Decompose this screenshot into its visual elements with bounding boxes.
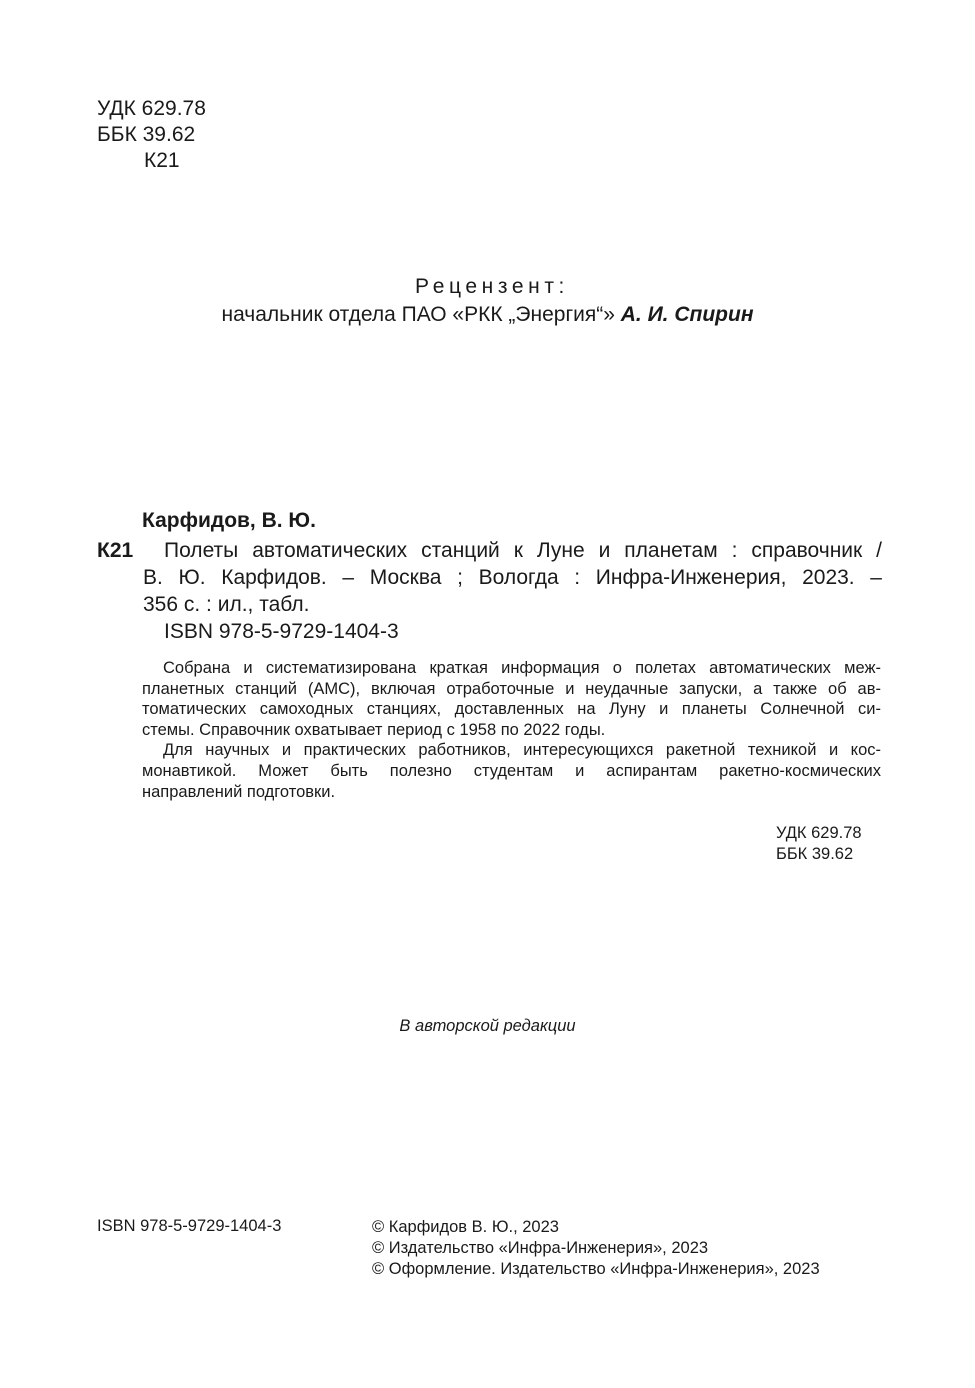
reviewer-block: [0, 273, 975, 329]
udk-code-bottom: УДК 629.78: [776, 824, 862, 842]
reviewer-name: А. И. Спирин: [620, 303, 754, 326]
edition-note: В авторской редакции: [399, 1017, 576, 1035]
bibliographic-record: [97, 537, 882, 645]
classification-codes-bottom: [776, 823, 862, 865]
bibliography-extent-line: 356 с. : ил., табл.: [143, 593, 310, 616]
udk-code: УДК 629.78: [97, 97, 206, 120]
annotation: [142, 658, 881, 802]
annotation-line: Для научных и практических работников, интересующихся ракетной техникой и кос-: [163, 741, 881, 760]
author-cipher: К21: [144, 149, 180, 172]
copyright-line: © Издательство «Инфра-Инженерия», 2023: [372, 1239, 709, 1257]
classification-codes-top: [97, 96, 206, 174]
reviewer-line: [0, 301, 975, 329]
reviewer-position: начальник отдела ПАО «РКК „Энергия“»: [221, 303, 615, 326]
bibliography-isbn: ISBN 978-5-9729-1404-3: [164, 620, 399, 643]
annotation-line: планетных станций (АМС), включая отработочные и неудачные запуски, а также об ав-: [142, 679, 881, 698]
bibliography-author: Карфидов, В. Ю.: [142, 509, 316, 532]
annotation-line: Собрана и систематизирована краткая информация о полетах автоматических меж-: [163, 659, 881, 677]
bibliography-imprint-line: В. Ю. Карфидов. – Москва ; Вологда : Инфра-Инженерия, 2023. –: [143, 566, 882, 589]
copyright-block: [372, 1217, 820, 1280]
annotation-line: томатических самоходных станциях, доставленных на Луну и планеты Солнечной си-: [142, 700, 881, 719]
bibliography-title-line: Полеты автоматических станций к Луне и планетам : справочник /: [164, 539, 882, 562]
annotation-line: направлений подготовки.: [142, 782, 336, 801]
reviewer-label: Рецензент:: [415, 275, 569, 298]
isbn-footer: ISBN 978-5-9729-1404-3: [97, 1217, 282, 1235]
copyright-line: © Оформление. Издательство «Инфра-Инженерия», 2023: [372, 1260, 820, 1278]
bbk-code: ББК 39.62: [97, 123, 196, 146]
bibliography-cipher: К21: [97, 539, 134, 562]
bbk-code-bottom: ББК 39.62: [776, 845, 854, 863]
annotation-line: стемы. Справочник охватывает период с 1958 по 2022 годы.: [142, 720, 606, 739]
annotation-line: монавтикой. Может быть полезно студентам и аспирантам ракетно-космических: [142, 761, 881, 780]
copyright-line: © Карфидов В. Ю., 2023: [372, 1218, 559, 1236]
